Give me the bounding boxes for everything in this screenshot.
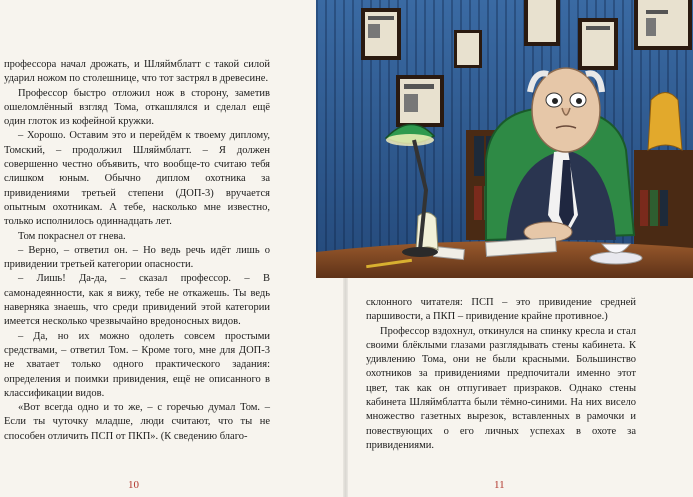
paragraph: «Вот всегда одно и то же, – с горечью думал Том. – Если ты чуточку младше, люди считают, что ты не способен отличить ПСП от ПКП». (К сведению благо- — [4, 402, 270, 442]
paragraph: профессора начал дрожать, и Шляймблатт с такой силой ударил ножом по столешнице, что тот застрял в древесине. — [4, 59, 270, 85]
right-page — [346, 0, 693, 497]
paragraph: склонного читателя: ПСП – это привидение средней паршивости, а ПКП – привидение крайне противное.) — [366, 297, 636, 323]
page-number-right: 11 — [494, 479, 505, 491]
paragraph: – Да, но их можно одолеть совсем простыми средствами, – ответил Том. – Кроме того, мне для ДОП-3 не хватает только одного практического задания: определения и поимки привидения, ещё не описанного в классификации видов. — [4, 330, 270, 399]
paragraph: Том покраснел от гнева. — [18, 230, 126, 242]
paragraph: – Хорошо. Оставим это и перейдём к твоему диплому, Томский, – продолжил Шляймблатт. – Я должен совершенно честно объявить, что вообще-то считаю тебя слишком юным. Обычно диплом охотника за привидениями третьей степени (ДОП-3) вручается опытным охотникам. А тебе, насколько мне известно, только исполнилось одиннадцать лет. — [4, 130, 270, 228]
paragraph: Профессор вздохнул, откинулся на спинку кресла и стал своими блёклыми глазами разглядывать стены кабинета. К удивлению Тома, они не были красными. Большинство охотников за привидениями предпочитали именно этот цвет, так как он отпугивает призраков. Однако стены кабинета Шляймблатта были тёмно-синими. На них висело множество газетных вырезок, вставленных в рамочки и повествующих о его личных успехах в охоте за привидениями. — [366, 325, 636, 451]
paragraph: – Верно, – ответил он. – Но ведь речь идёт лишь о привидении третьей категории опасности. — [4, 244, 270, 271]
left-page — [0, 0, 345, 497]
right-page-text — [366, 296, 636, 453]
page-number-left: 10 — [128, 479, 139, 491]
left-page-text — [4, 58, 270, 444]
paragraph: Профессор быстро отложил нож в сторону, заметив ошеломлённый взгляд Тома, откашлялся и сделал ещё один глоток из кофейной кружки. — [4, 87, 270, 128]
paragraph: – Лишь! Да-да, – сказал профессор. – В самонадеянности, как я вижу, тебе не откажешь. Ты ведь наверняка знаешь, что среди привидений этой категории имеется несколько чрезвычайно вредоносных видов. — [4, 273, 270, 328]
